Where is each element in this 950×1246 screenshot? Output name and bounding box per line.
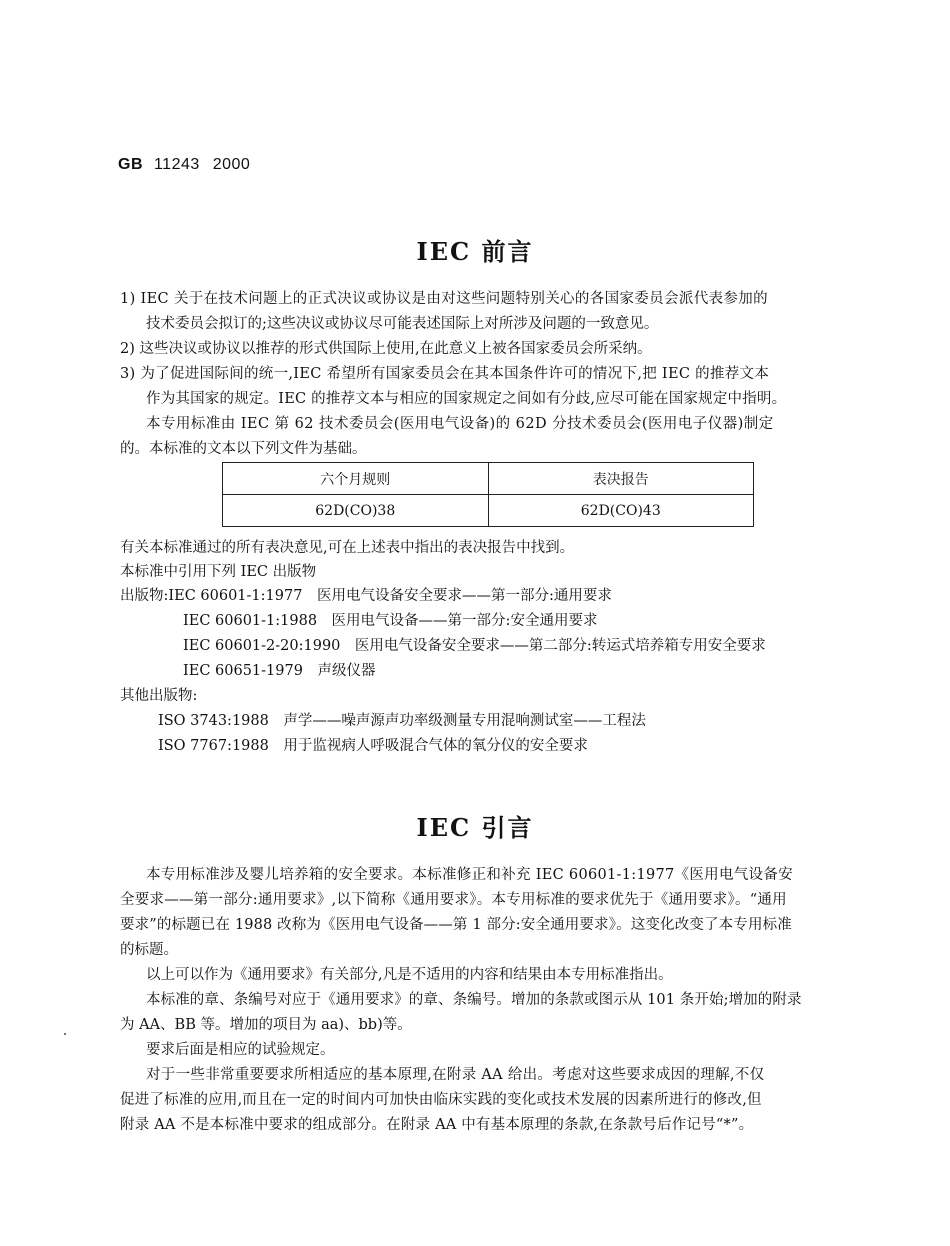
foreword-item-1: 1) IEC 关于在技术问题上的正式决议或协议是由对这些问题特别关心的各国家委员会派代表参加的 [120, 291, 768, 307]
publication-item: 出版物:IEC 60601-1:1977 医用电气设备安全要求——第一部分:通用要求 [120, 588, 612, 604]
table-row [223, 495, 754, 527]
voting-note: 有关本标准通过的所有表决意见,可在上述表中指出的表决报告中找到。 [120, 540, 575, 556]
foreword-title: IEC 前言 [416, 237, 534, 266]
intro-line: 要求”的标题已在 1988 改称为《医用电气设备——第 1 部分:安全通用要求》。这变化改变了本专用标准 [120, 917, 792, 933]
publication-item: IEC 60601-1:1988 医用电气设备——第一部分:安全通用要求 [183, 613, 598, 629]
intro-line: 为 AA、BB 等。增加的项目为 aa)、bb)等。 [120, 1017, 412, 1033]
publication-item: IEC 60601-2-20:1990 医用电气设备安全要求——第二部分:转运式培养箱专用安全要求 [183, 638, 766, 654]
other-publications-label: 其他出版物: [120, 688, 198, 704]
foreword-item-3-cont: 作为其国家的规定。IEC 的推荐文本与相应的国家规定之间如有分歧,应尽可能在国家规定中指明。 [146, 391, 787, 407]
intro-line: 促进了标准的应用,而且在一定的时间内可加快由临床实践的变化或技术发展的因素所进行的修改,但 [120, 1092, 762, 1108]
foreword-paragraph: 本专用标准由 IEC 第 62 技术委员会(医用电气设备)的 62D 分技术委员会(医用电子仪器)制定 [146, 416, 774, 432]
table-header-cell: 六个月规则 [223, 463, 489, 495]
intro-line: 要求后面是相应的试验规定。 [146, 1042, 335, 1058]
intro-line: 的标题。 [120, 942, 178, 958]
publication-item: ISO 3743:1988 声学——噪声源声功率级测量专用混响测试室——工程法 [158, 713, 646, 729]
intro-line: 对于一些非常重要要求所相适应的基本原理,在附录 AA 给出。考虑对这些要求成因的理解,不仅 [146, 1067, 765, 1083]
standard-prefix: GB [118, 156, 143, 173]
introduction-title: IEC 引言 [416, 813, 534, 842]
scan-speck [64, 1033, 66, 1035]
intro-line: 本标准的章、条编号对应于《通用要求》的章、条编号。增加的条款或图示从 101 条开始;增加的附录 [146, 992, 802, 1008]
foreword-item-1-cont: 技术委员会拟订的;这些决议或协议尽可能表述国际上对所涉及问题的一致意见。 [146, 316, 659, 332]
intro-line: 以上可以作为《通用要求》有关部分,凡是不适用的内容和结果由本专用标准指出。 [146, 967, 673, 983]
table-cell: 62D(CO)43 [488, 495, 754, 527]
intro-line: 附录 AA 不是本标准中要求的组成部分。在附录 AA 中有基本原理的条款,在条款号后作记号“*”。 [120, 1117, 754, 1133]
foreword-item-3: 3) 为了促进国际间的统一,IEC 希望所有国家委员会在其本国条件许可的情况下,把 IEC 的推荐文本 [120, 366, 770, 382]
voting-table [222, 462, 754, 527]
standard-year: 2000 [212, 156, 251, 173]
foreword-item-2: 2) 这些决议或协议以推荐的形式供国际上使用,在此意义上被各国家委员会所采纳。 [120, 341, 652, 357]
standard-header [118, 156, 250, 174]
table-header-cell: 表决报告 [488, 463, 754, 495]
standard-number: 11243 [153, 156, 200, 173]
intro-line: 本专用标准涉及婴儿培养箱的安全要求。本标准修正和补充 IEC 60601-1:1977《医用电气设备安 [146, 867, 793, 883]
table-header-row [223, 463, 754, 495]
publication-item: IEC 60651-1979 声级仪器 [183, 663, 376, 679]
foreword-paragraph-cont: 的。本标准的文本以下列文件为基础。 [120, 441, 367, 457]
publication-item: ISO 7767:1988 用于监视病人呼吸混合气体的氧分仪的安全要求 [158, 738, 588, 754]
intro-line: 全要求——第一部分:通用要求》,以下简称《通用要求》。本专用标准的要求优先于《通用要求》。“通用 [120, 892, 787, 908]
table-cell: 62D(CO)38 [223, 495, 489, 527]
publications-intro: 本标准中引用下列 IEC 出版物 [120, 564, 317, 580]
